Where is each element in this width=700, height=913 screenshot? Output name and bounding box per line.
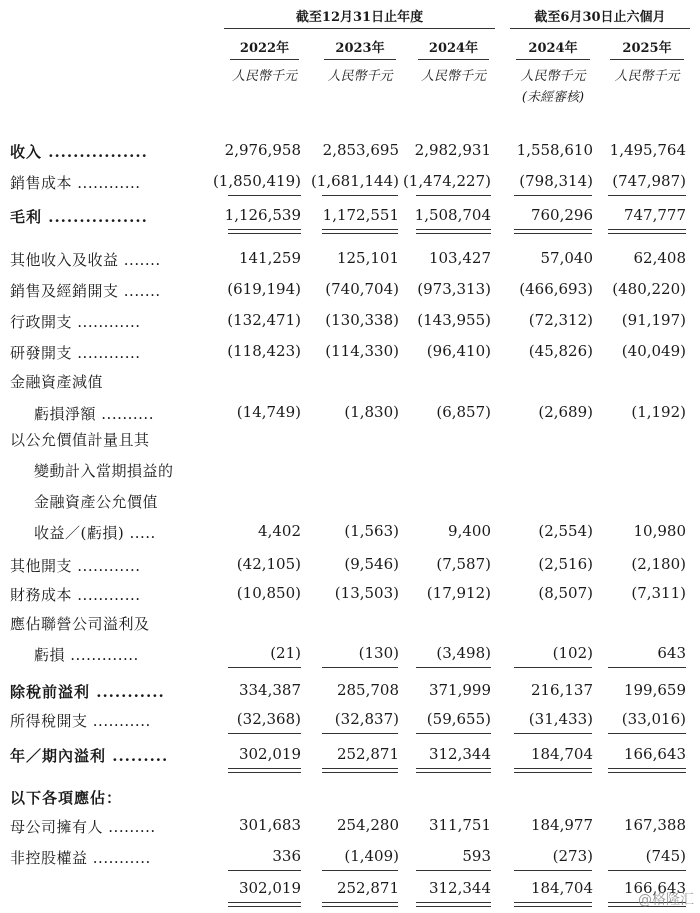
- row-label-text: 以公允價值計量且其: [10, 431, 150, 449]
- row-label-text: 虧損: [34, 646, 66, 664]
- double-underline: [322, 906, 398, 907]
- cell-value: 593: [462, 847, 491, 865]
- double-underline: [514, 233, 592, 234]
- double-underline: [416, 902, 491, 903]
- row-label-text: 收入: [10, 143, 43, 161]
- single-underline: [322, 195, 398, 196]
- cell-value: (118,423): [227, 342, 301, 360]
- single-underline: [416, 870, 491, 871]
- row-label: [10, 206, 148, 227]
- cell-value: (32,368): [236, 710, 301, 728]
- double-underline: [608, 772, 686, 773]
- cell-value: 302,019: [238, 745, 301, 763]
- cell-value: 747,777: [623, 206, 686, 224]
- cell-value: (10,850): [236, 584, 301, 602]
- row-label-text: 金融資產公允價值: [34, 493, 159, 511]
- column-year: 2023年: [335, 41, 385, 56]
- row-label: [10, 847, 151, 868]
- cell-value: 334,387: [238, 681, 301, 699]
- row-label-text: 其他開支: [10, 557, 73, 575]
- cell-value: 184,704: [530, 745, 593, 763]
- cell-value: (480,220): [612, 280, 686, 298]
- cell-value: (21): [270, 644, 301, 662]
- row-label: [10, 280, 161, 301]
- double-underline: [416, 768, 491, 769]
- row-label-text: 所得稅開支: [10, 712, 88, 730]
- cell-value: (466,693): [519, 280, 593, 298]
- single-underline: [514, 733, 592, 734]
- cell-value: 2,853,695: [322, 141, 399, 159]
- cell-value: (1,409): [344, 847, 399, 865]
- double-underline: [608, 229, 686, 230]
- row-label: [10, 681, 165, 702]
- double-underline: [514, 768, 592, 769]
- double-underline: [228, 772, 301, 773]
- cell-value: 4,402: [258, 522, 301, 540]
- double-underline: [608, 233, 686, 234]
- cell-value: 254,280: [336, 816, 399, 834]
- column-unit: [510, 66, 596, 108]
- cell-value: (8,507): [538, 584, 593, 602]
- double-underline: [228, 902, 301, 903]
- leader-dots: ............: [72, 344, 141, 362]
- row-label-text: 研發開支: [10, 344, 73, 362]
- single-underline: [514, 870, 592, 871]
- double-underline: [322, 772, 398, 773]
- cell-value: (1,474,227): [402, 172, 491, 190]
- double-underline: [322, 902, 398, 903]
- row-label: [34, 491, 158, 512]
- cell-value: (740,704): [325, 280, 399, 298]
- column-year: 2022年: [239, 41, 290, 56]
- cell-value: (143,955): [417, 311, 491, 329]
- cell-value: 312,344: [428, 745, 491, 763]
- period-group-label: 截至6月30日止六個月: [534, 10, 666, 25]
- cell-value: (40,049): [621, 342, 686, 360]
- cell-value: (72,312): [528, 311, 593, 329]
- cell-value: (798,314): [519, 172, 593, 190]
- column-year: 2024年: [528, 41, 578, 56]
- cell-value: 252,871: [336, 879, 399, 897]
- row-label-text: 銷售及經銷開支: [10, 282, 119, 300]
- cell-value: (7,311): [631, 584, 686, 602]
- column-unit-text: 人民幣千元: [327, 69, 393, 84]
- row-label: [10, 371, 103, 392]
- single-underline: [608, 870, 686, 871]
- cell-value: 216,137: [530, 681, 593, 699]
- leader-dots: ...........: [87, 712, 151, 730]
- row-label-text: 銷售成本: [10, 174, 73, 192]
- row-label: [10, 429, 150, 450]
- cell-value: (1,850,419): [212, 172, 301, 190]
- cell-value: (130,338): [325, 311, 399, 329]
- cell-value: (130): [358, 644, 399, 662]
- leader-dots: ............: [72, 174, 141, 192]
- row-label-text: 除稅前溢利: [10, 683, 91, 701]
- column-unit-text: 人民幣千元: [614, 69, 680, 84]
- row-label: [34, 403, 154, 424]
- single-underline: [608, 667, 686, 668]
- cell-value: 10,980: [633, 522, 686, 540]
- watermark: @格隆汇: [638, 892, 694, 908]
- column-unit: [604, 66, 690, 87]
- leader-dots: .......: [118, 251, 161, 269]
- row-label-text: 其他收入及收益: [10, 251, 119, 269]
- cell-value: 643: [657, 644, 686, 662]
- double-underline: [416, 233, 491, 234]
- cell-value: (102): [552, 644, 593, 662]
- column-year-rule: [324, 59, 396, 60]
- single-underline: [416, 195, 491, 196]
- cell-value: 336: [272, 847, 301, 865]
- row-label: [10, 172, 141, 193]
- single-underline: [608, 195, 686, 196]
- double-underline: [228, 229, 301, 230]
- leader-dots: .......: [118, 282, 161, 300]
- cell-value: 302,019: [238, 879, 301, 897]
- double-underline: [228, 906, 301, 907]
- cell-value: (2,180): [631, 555, 686, 573]
- cell-value: 1,508,704: [414, 206, 491, 224]
- cell-value: 1,172,551: [322, 206, 399, 224]
- row-label: [10, 342, 141, 363]
- column-unit: [412, 66, 495, 87]
- double-underline: [514, 902, 592, 903]
- double-underline: [514, 772, 592, 773]
- cell-value: 184,977: [530, 816, 593, 834]
- leader-dots: ...........: [87, 849, 151, 867]
- double-underline: [322, 768, 398, 769]
- row-label: [10, 613, 150, 634]
- leader-dots: .........: [103, 818, 156, 836]
- cell-value: (59,655): [426, 710, 491, 728]
- cell-value: (1,192): [631, 403, 686, 421]
- row-label-text: 母公司擁有人: [10, 818, 104, 836]
- cell-value: 166,643: [623, 879, 686, 897]
- column-year-rule: [516, 59, 590, 60]
- row-label-text: 非控股權益: [10, 849, 88, 867]
- row-label: [34, 644, 139, 665]
- cell-value: 62,408: [633, 249, 686, 267]
- row-label-text: 年／期內溢利: [10, 747, 107, 765]
- double-underline: [514, 906, 592, 907]
- column-unit-text: 人民幣千元: [520, 69, 586, 84]
- row-label-text: 金融資產減值: [10, 373, 104, 391]
- row-label-text: 收益／(虧損): [34, 524, 125, 542]
- cell-value: 167,388: [623, 816, 686, 834]
- cell-value: (1,681,144): [310, 172, 399, 190]
- cell-value: 103,427: [428, 249, 491, 267]
- cell-value: 371,999: [428, 681, 491, 699]
- single-underline: [514, 667, 592, 668]
- double-underline: [416, 229, 491, 230]
- row-label: [10, 555, 141, 576]
- cell-value: (7,587): [436, 555, 491, 573]
- cell-value: (745): [645, 847, 686, 865]
- row-label: [34, 522, 156, 543]
- single-underline: [228, 667, 301, 668]
- single-underline: [322, 733, 398, 734]
- period-group-rule: [510, 28, 690, 29]
- cell-value: (1,830): [344, 403, 399, 421]
- row-label-text: 應佔聯營公司溢利及: [10, 615, 150, 633]
- cell-value: (17,912): [426, 584, 491, 602]
- single-underline: [228, 870, 301, 871]
- cell-value: 311,751: [428, 816, 491, 834]
- column-year-rule: [610, 59, 684, 60]
- column-year-rule: [230, 59, 299, 60]
- cell-value: 285,708: [336, 681, 399, 699]
- cell-value: (747,987): [612, 172, 686, 190]
- row-label-text: 以下各項應佔：: [10, 789, 123, 807]
- column-year: 2024年: [428, 41, 479, 56]
- cell-value: 1,558,610: [516, 141, 593, 159]
- single-underline: [228, 733, 301, 734]
- cell-value: 166,643: [623, 745, 686, 763]
- leader-dots: .........: [106, 747, 169, 765]
- column-unit: [318, 66, 402, 87]
- leader-dots: ..........: [96, 405, 154, 423]
- double-underline: [322, 229, 398, 230]
- cell-value: 312,344: [428, 879, 491, 897]
- cell-value: (2,554): [538, 522, 593, 540]
- leader-dots: ...........: [90, 683, 165, 701]
- row-label: [10, 816, 156, 837]
- double-underline: [514, 229, 592, 230]
- single-underline: [416, 667, 491, 668]
- cell-value: (13,503): [334, 584, 399, 602]
- cell-value: (132,471): [227, 311, 301, 329]
- cell-value: (6,857): [436, 403, 491, 421]
- cell-value: (14,749): [236, 403, 301, 421]
- single-underline: [228, 195, 301, 196]
- cell-value: (2,689): [538, 403, 593, 421]
- double-underline: [416, 772, 491, 773]
- cell-value: 760,296: [530, 206, 593, 224]
- column-unaudited-note: (未經審核): [521, 90, 585, 105]
- cell-value: (619,194): [227, 280, 301, 298]
- cell-value: (91,197): [621, 311, 686, 329]
- leader-dots: ............: [72, 557, 141, 575]
- leader-dots: ............: [72, 586, 141, 604]
- cell-value: 301,683: [238, 816, 301, 834]
- cell-value: 2,982,931: [414, 141, 491, 159]
- column-year-rule: [418, 59, 489, 60]
- row-label: [10, 787, 122, 808]
- cell-value: (114,330): [325, 342, 399, 360]
- single-underline: [608, 733, 686, 734]
- row-label-text: 行政開支: [10, 313, 73, 331]
- cell-value: 9,400: [448, 522, 491, 540]
- cell-value: (973,313): [417, 280, 491, 298]
- row-label: [10, 311, 141, 332]
- column-year: 2025年: [622, 41, 672, 56]
- single-underline: [322, 667, 398, 668]
- single-underline: [416, 733, 491, 734]
- leader-dots: .............: [65, 646, 139, 664]
- cell-value: (96,410): [426, 342, 491, 360]
- double-underline: [228, 768, 301, 769]
- row-label-text: 虧損淨額: [34, 405, 97, 423]
- single-underline: [322, 870, 398, 871]
- row-label: [10, 584, 141, 605]
- cell-value: 57,040: [540, 249, 593, 267]
- leader-dots: ............: [72, 313, 141, 331]
- cell-value: (1,563): [344, 522, 399, 540]
- single-underline: [514, 195, 592, 196]
- leader-dots: ................: [42, 143, 148, 161]
- cell-value: (33,016): [621, 710, 686, 728]
- column-unit: [224, 66, 305, 87]
- cell-value: 125,101: [336, 249, 399, 267]
- cell-value: (2,516): [538, 555, 593, 573]
- cell-value: (31,433): [528, 710, 593, 728]
- row-label-text: 財務成本: [10, 586, 73, 604]
- cell-value: (273): [552, 847, 593, 865]
- cell-value: 184,704: [530, 879, 593, 897]
- leader-dots: ................: [42, 208, 148, 226]
- cell-value: (42,105): [236, 555, 301, 573]
- row-label: [10, 710, 151, 731]
- cell-value: (45,826): [528, 342, 593, 360]
- row-label: [34, 460, 174, 481]
- double-underline: [322, 233, 398, 234]
- row-label-text: 毛利: [10, 208, 43, 226]
- cell-value: 252,871: [336, 745, 399, 763]
- double-underline: [228, 233, 301, 234]
- column-unit-text: 人民幣千元: [420, 69, 486, 84]
- cell-value: (3,498): [436, 644, 491, 662]
- cell-value: 1,495,764: [609, 141, 686, 159]
- period-group-rule: [224, 28, 495, 29]
- double-underline: [608, 768, 686, 769]
- double-underline: [416, 906, 491, 907]
- row-label: [10, 249, 161, 270]
- cell-value: (9,546): [344, 555, 399, 573]
- cell-value: 2,976,958: [224, 141, 301, 159]
- cell-value: (32,837): [334, 710, 399, 728]
- row-label-text: 變動計入當期損益的: [34, 462, 174, 480]
- cell-value: 199,659: [623, 681, 686, 699]
- cell-value: 141,259: [238, 249, 301, 267]
- column-unit-text: 人民幣千元: [231, 69, 297, 84]
- row-label: [10, 745, 168, 766]
- period-group-label: 截至12月31日止年度: [295, 10, 424, 25]
- cell-value: 1,126,539: [224, 206, 301, 224]
- leader-dots: .....: [124, 524, 156, 542]
- row-label: [10, 141, 148, 162]
